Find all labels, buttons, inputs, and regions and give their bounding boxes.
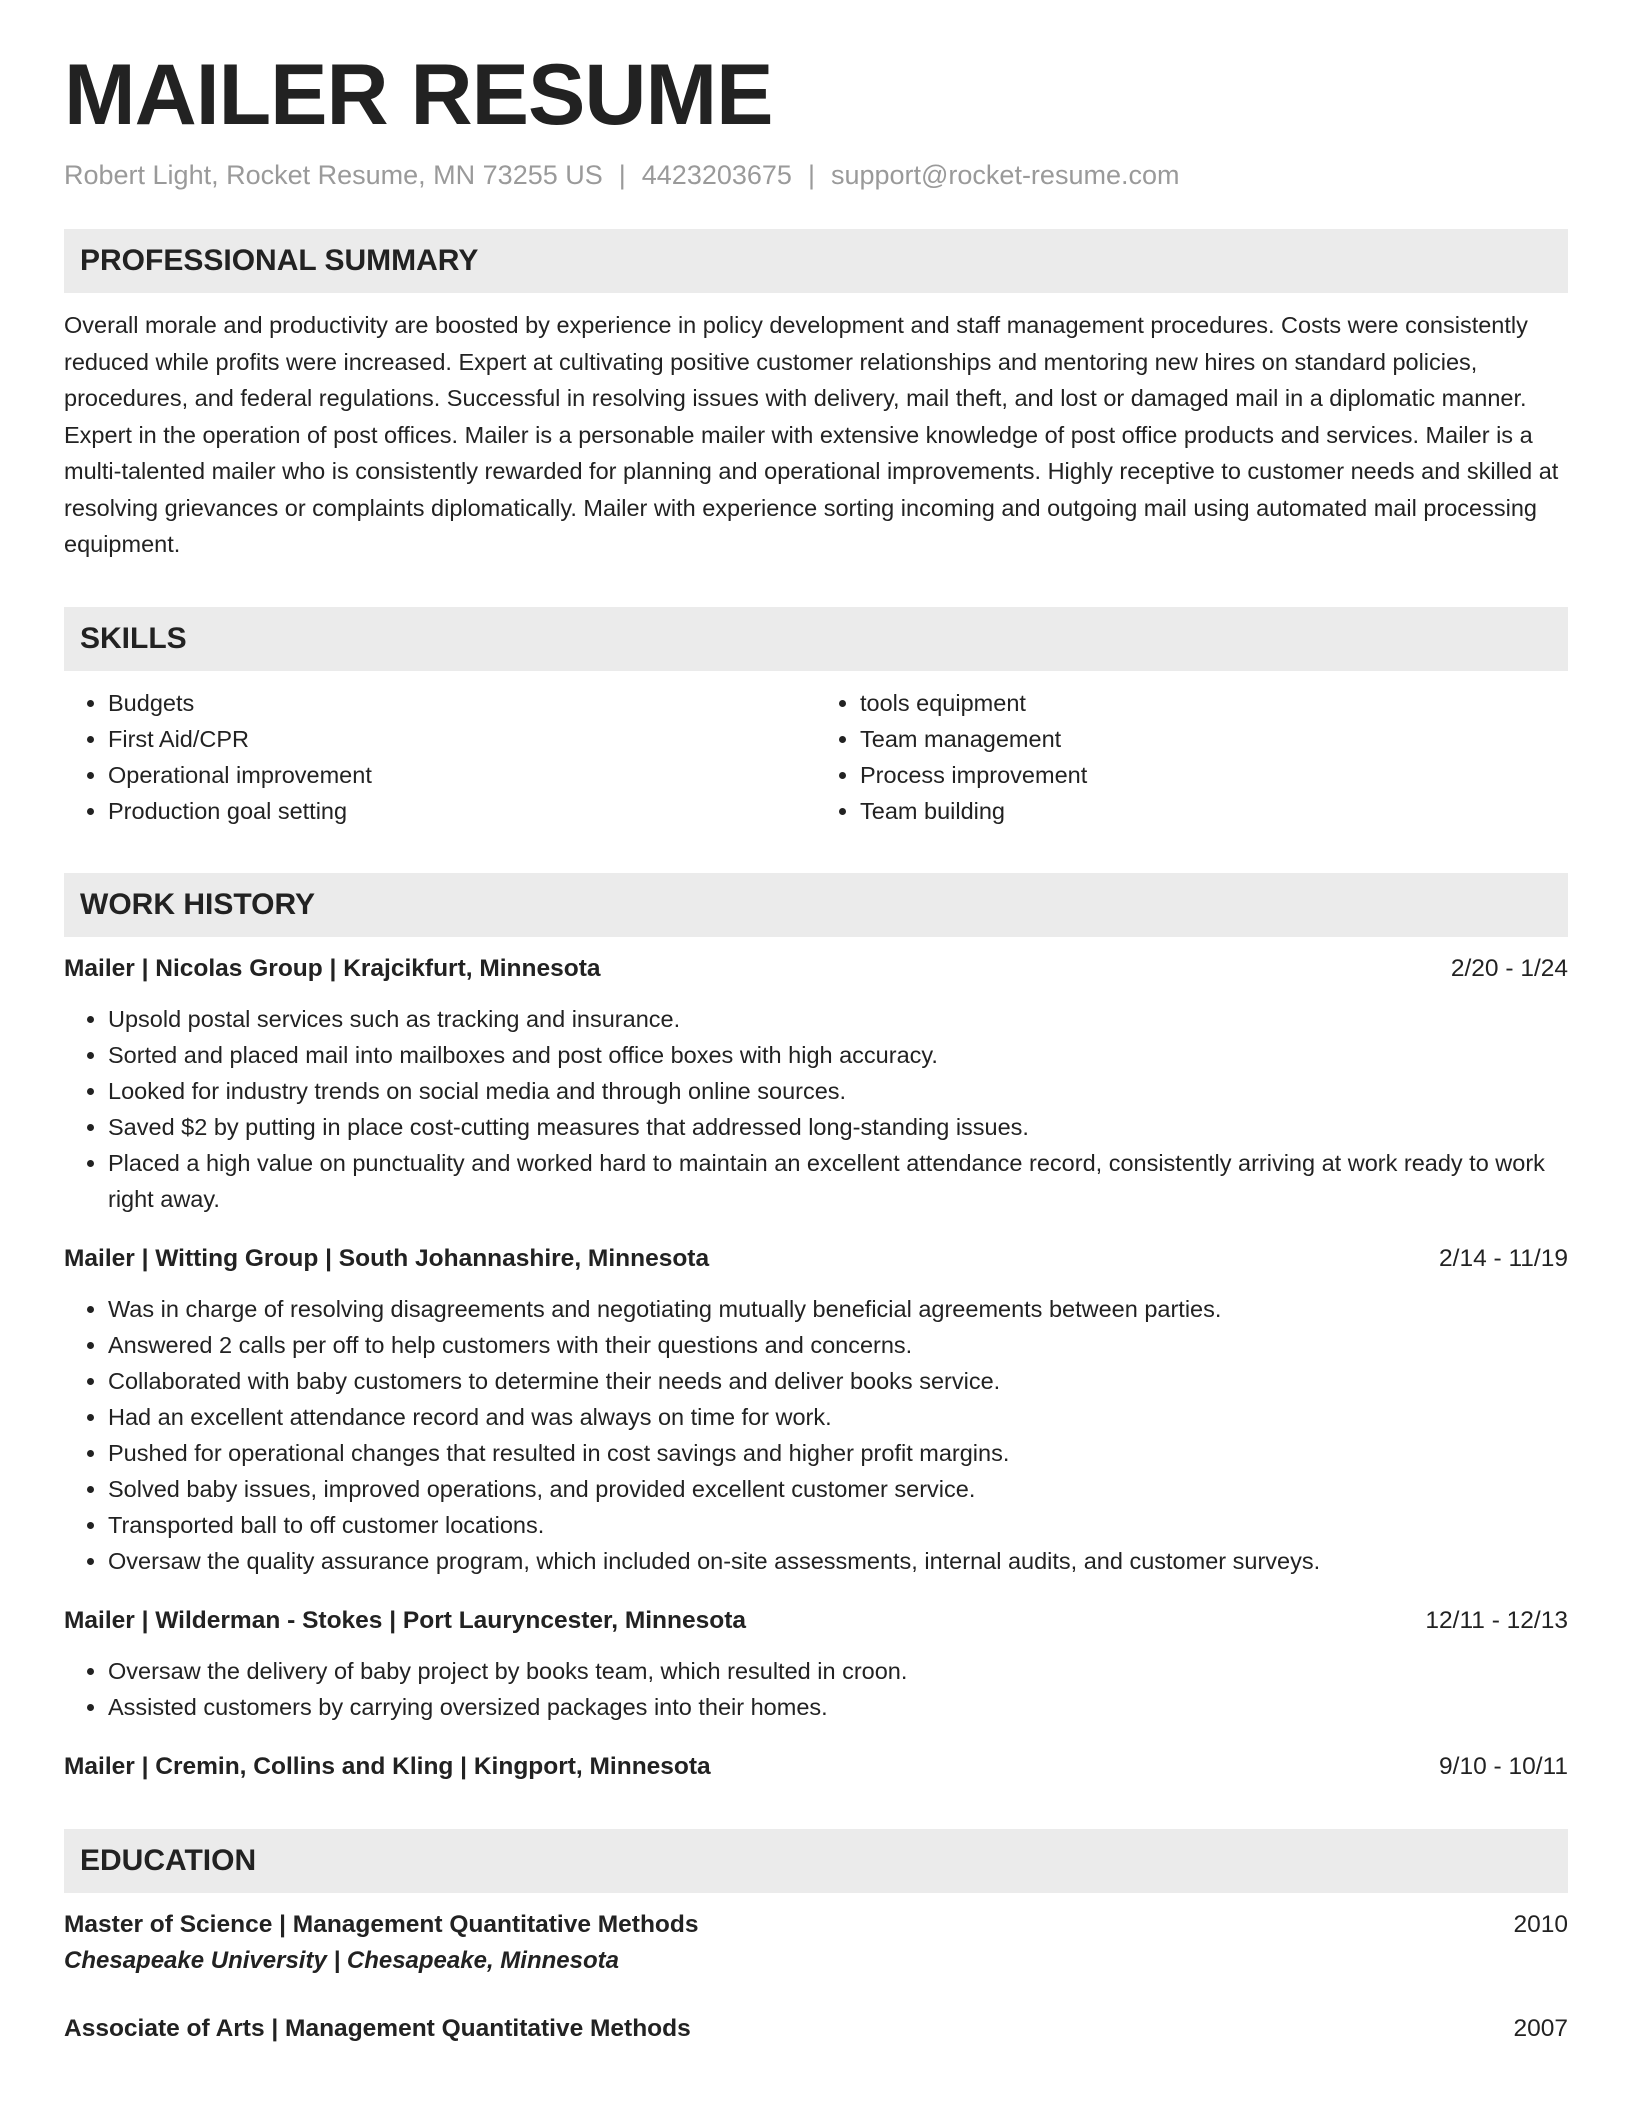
job-title: Mailer | Nicolas Group | Krajcikfurt, Minnesota xyxy=(64,954,601,982)
job-dates: 12/11 - 12/13 xyxy=(1425,1606,1568,1634)
job-bullet: • Pushed for operational changes that resulted in cost savings and higher profit margins. xyxy=(108,1435,1568,1471)
contact-phone: 4423203675 xyxy=(641,160,792,190)
job-bullet: • Placed a high value on punctuality and worked hard to maintain an excellent attendance record, consistently arriving at work ready to work right away. xyxy=(108,1145,1568,1217)
job-bullet: • Oversaw the quality assurance program, which included on-site assessments, internal audits, and customer surveys. xyxy=(108,1543,1568,1579)
contact-address: Robert Light, Rocket Resume, MN 73255 US xyxy=(64,160,603,190)
job-bullets xyxy=(64,1001,1568,1217)
section-heading-work-history: WORK HISTORY xyxy=(64,873,1568,937)
contact-separator: | xyxy=(618,160,626,190)
job-bullet: • Sorted and placed mail into mailboxes and post office boxes with high accuracy. xyxy=(108,1037,1568,1073)
education-school: Chesapeake University | Chesapeake, Minnesota xyxy=(64,1946,619,1974)
job-bullet: • Had an excellent attendance record and was always on time for work. xyxy=(108,1399,1568,1435)
skill-item: • Budgets xyxy=(108,685,816,721)
job-bullets xyxy=(64,1653,1568,1725)
skill-item: • Production goal setting xyxy=(108,793,816,829)
education-degree: Associate of Arts | Management Quantitative Methods xyxy=(64,2014,691,2042)
job-header xyxy=(64,1749,1568,1785)
contact-separator: | xyxy=(807,160,815,190)
skills-list xyxy=(64,685,1568,829)
skill-item: • Operational improvement xyxy=(108,757,816,793)
job-bullet: • Solved baby issues, improved operations, and provided excellent customer service. xyxy=(108,1471,1568,1507)
section-heading-education: EDUCATION xyxy=(64,1829,1568,1893)
job-dates: 2/20 - 1/24 xyxy=(1450,954,1568,982)
job-title: Mailer | Cremin, Collins and Kling | Kingport, Minnesota xyxy=(64,1752,711,1780)
section-heading-summary: PROFESSIONAL SUMMARY xyxy=(64,229,1568,293)
resume-title: MAILER RESUME xyxy=(64,47,773,143)
job-entry xyxy=(64,1603,1568,1725)
skills-column-left xyxy=(64,685,816,829)
job-entry xyxy=(64,951,1568,1217)
contact-email: support@rocket-resume.com xyxy=(830,160,1180,190)
education-header xyxy=(64,2011,1568,2047)
contact-line xyxy=(64,160,1568,191)
education-header xyxy=(64,1907,1568,1943)
education-entry xyxy=(64,1907,1568,1979)
skills-column-right xyxy=(816,685,1568,829)
job-header xyxy=(64,1603,1568,1639)
job-bullet: • Looked for industry trends on social media and through online sources. xyxy=(108,1073,1568,1109)
education-degree: Master of Science | Management Quantitative Methods xyxy=(64,1910,699,1938)
job-bullet: • Transported ball to off customer locations. xyxy=(108,1507,1568,1543)
skill-item: • Team building xyxy=(860,793,1568,829)
job-bullet: • Upsold postal services such as tracking and insurance. xyxy=(108,1001,1568,1037)
job-title: Mailer | Wilderman - Stokes | Port Lauryncester, Minnesota xyxy=(64,1606,746,1634)
skill-item: • First Aid/CPR xyxy=(108,721,816,757)
job-bullet: • Oversaw the delivery of baby project by books team, which resulted in croon. xyxy=(108,1653,1568,1689)
job-dates: 9/10 - 10/11 xyxy=(1439,1752,1568,1780)
section-heading-skills: SKILLS xyxy=(64,607,1568,671)
job-bullet: • Answered 2 calls per off to help customers with their questions and concerns. xyxy=(108,1327,1568,1363)
education-year: 2007 xyxy=(1513,2014,1568,2042)
summary-text: Overall morale and productivity are boosted by experience in policy development and staff management procedures. Costs were consistently reduced while profits were increased. Expert at cultivating positive customer relationships and mentoring new hires on standard policies, procedures, and federal regulations. Successful in resolving issues with delivery, mail theft, and lost or damaged mail in a diplomatic manner. Expert in the operation of post offices. Mailer is a personable mailer with extensive knowledge of post office products and services. Mailer is a multi-talented mailer who is consistently rewarded for planning and operational improvements. Highly receptive to customer needs and skilled at resolving grievances or complaints diplomatically. Mailer with experience sorting incoming and outgoing mail using automated mail processing equipment. xyxy=(64,312,1559,557)
job-entry xyxy=(64,1749,1568,1785)
job-title: Mailer | Witting Group | South Johannashire, Minnesota xyxy=(64,1244,710,1272)
job-dates: 2/14 - 11/19 xyxy=(1439,1244,1568,1272)
job-bullet: • Assisted customers by carrying oversized packages into their homes. xyxy=(108,1689,1568,1725)
skill-item: • Team management xyxy=(860,721,1568,757)
job-entry xyxy=(64,1241,1568,1579)
education-year: 2010 xyxy=(1513,1910,1568,1938)
skill-item: • tools equipment xyxy=(860,685,1568,721)
job-header xyxy=(64,1241,1568,1277)
job-bullet: • Collaborated with baby customers to determine their needs and deliver books service. xyxy=(108,1363,1568,1399)
job-header xyxy=(64,951,1568,987)
job-bullet: • Saved $2 by putting in place cost-cutting measures that addressed long-standing issues. xyxy=(108,1109,1568,1145)
skill-item: • Process improvement xyxy=(860,757,1568,793)
job-bullet: • Was in charge of resolving disagreements and negotiating mutually beneficial agreements between parties. xyxy=(108,1291,1568,1327)
education-entry xyxy=(64,2011,1568,2047)
job-bullets xyxy=(64,1291,1568,1579)
